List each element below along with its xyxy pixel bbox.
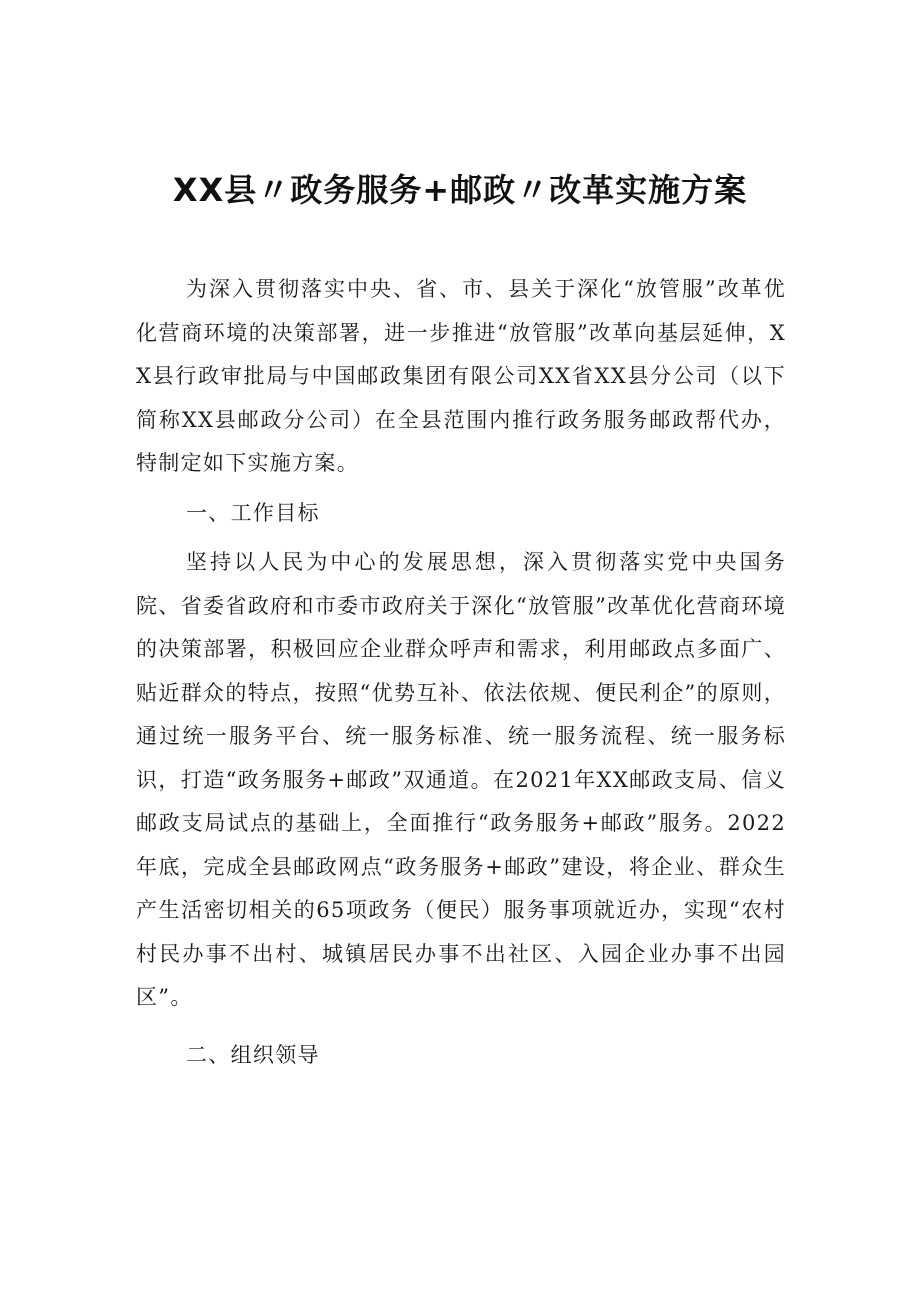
intro-paragraph: 为深入贯彻落实中央、省、市、县关于深化“放管服”改革优化营商环境的决策部署，进一步推进“放管服”改革向基层延伸，XX县行政审批局与中国邮政集团有限公司XX省XX县分公司（以下简称XX县邮政分公司）在全县范围内推行政务服务邮政帮代办，特制定如下实施方案。 bbox=[136, 277, 786, 475]
goals-paragraph: 坚持以人民为中心的发展思想，深入贯彻落实党中央国务院、省委省政府和市委市政府关于深化“放管服”改革优化营商环境的决策部署，积极回应企业群众呼声和需求，利用邮政点多面广、贴近群众的特点，按照“优势互补、依法依规、便民利企”的原则，通过统一服务平台、统一服务标准、统一服务流程、统一服务标识，打造“政务服务+邮政”双通道。在2021年XX邮政支局、信义邮政支局试点的基础上，全面推行“政务服务+邮政”服务。2022年底，完成全县邮政网点“政务服务+邮政”建设，将企业、群众生产生活密切相关的65项政务（便民）服务事项就近办，实现“农村村民办事不出村、城镇居民办事不出社区、入园企业办事不出园区”。 bbox=[136, 550, 786, 1009]
section-heading-goals: 一、工作目标 bbox=[186, 500, 320, 525]
section-heading-organization: 二、组织领导 bbox=[186, 1042, 320, 1067]
spacer bbox=[136, 1020, 786, 1034]
document-body bbox=[136, 268, 786, 1077]
document-title: XX县〃政务服务+邮政〃改革实施方案 bbox=[172, 171, 748, 209]
